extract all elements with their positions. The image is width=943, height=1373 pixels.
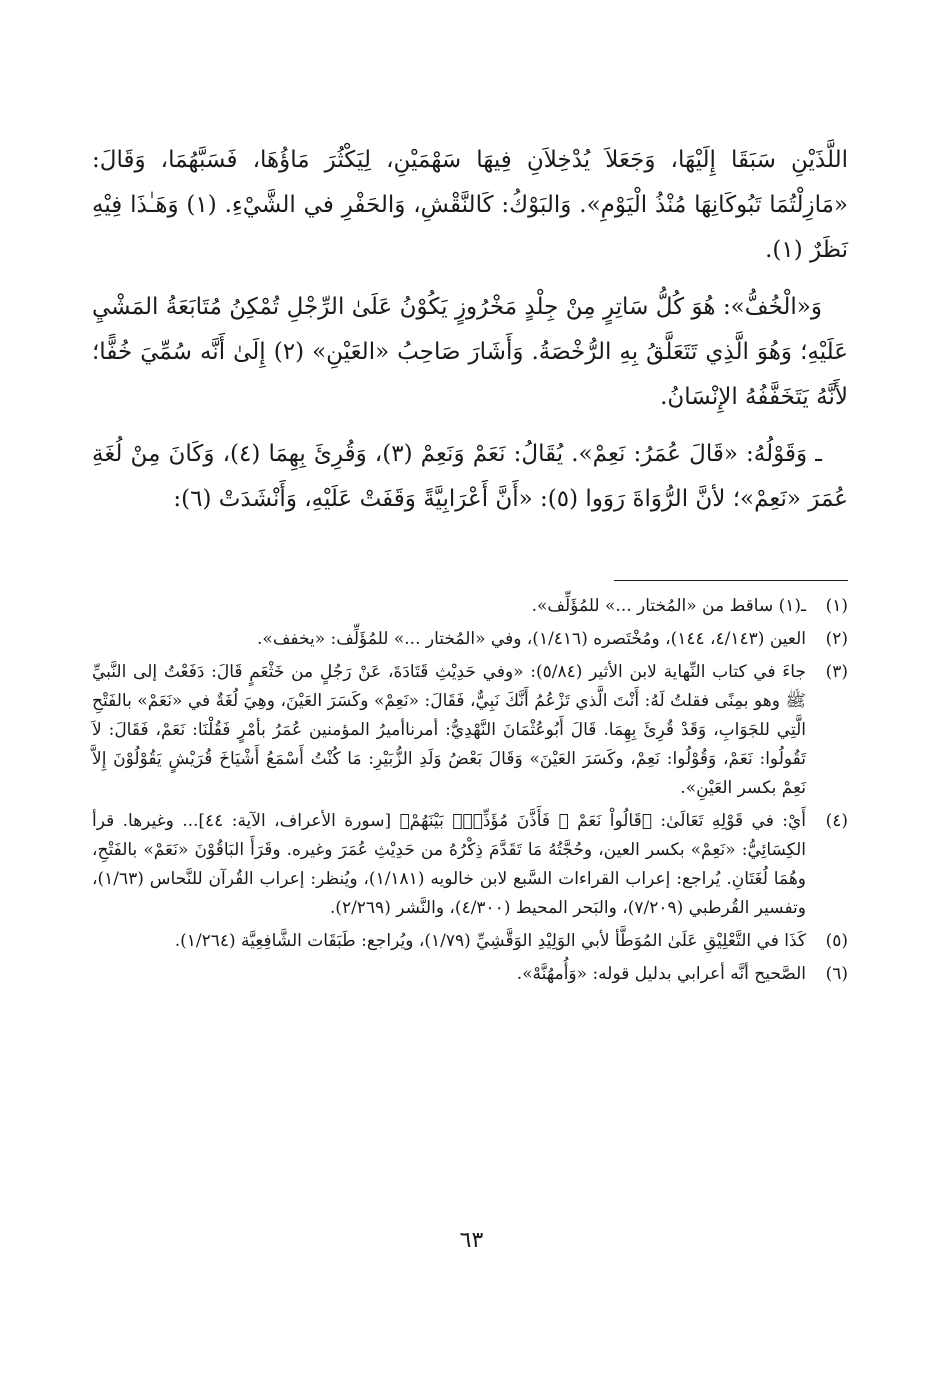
footnote-text: ـ(١) ساقط من «المُختار ...» للمُؤَلِّف».: [531, 596, 806, 616]
footnote: [92, 592, 848, 621]
footnote-separator: [614, 580, 848, 581]
paragraph-2: وَ«الْخُفُّ»: هُوَ كُلُّ سَاتِرٍ مِنْ جِلْدٍ مَخْرُوزٍ يَكُوْنُ عَلَىٰ الرِّجْلِ تُمْكِنُ مُتَابَعَةُ المَشْيِ عَلَيْهِ؛ وَهُوَ الَّذِي تَتَعَلَّقُ بِهِ الرُّخْصَةُ. وَأَشَارَ صَاحِبُ «العَيْنِ» (٢) إِلَىٰ أَنَّه سُمِّيَ خُفًّا؛ لأَنَّهُ يَتَخَفَّفُهُ الإِنْسَانُ.: [92, 294, 848, 410]
footnote: [92, 807, 848, 923]
footnote-number: (٣): [825, 662, 848, 682]
footnote: [92, 960, 848, 989]
main-text: [92, 138, 848, 534]
footnote-text: كَذَا في التَّعْلِيْقِ عَلَىٰ المُوَطَّأ لأبي الوَلِيْدِ الوَقَّشِيِّ (١/٧٩)، ويُراجع: طَبَقَات الشَّافِعِيَّة (١/٢٦٤).: [174, 931, 806, 951]
footnote-number: (٥): [825, 931, 848, 951]
footnote-text: الصَّحيح أنَّه أعرابي بدليل قوله: «وَأُمهُنَّهْ».: [516, 964, 806, 984]
footnotes: [92, 592, 848, 993]
footnote: [92, 625, 848, 654]
footnote-text: العين (٤/١٤٣، ١٤٤)، ومُخْتَصره (١/٤١٦)، وفي «المُختار ...» للمُؤَلِّف: «يخفف».: [257, 629, 806, 649]
footnote-number: (٤): [825, 811, 848, 831]
footnote: [92, 658, 848, 803]
footnote: [92, 927, 848, 956]
paragraph-1: اللَّذَيْنِ سَبَقَا إِلَيْهَا، وَجَعَلاَ يُدْخِلاَنِ فِيهَا سَهْمَيْنِ، لِيَكْثُرَ مَاؤُهَا، فَسَبَّهُمَا، وَقَالَ: «مَازِلْتُمَا تَبُوكَانِهَا مُنْذُ الْيَوْمِ». وَالبَوْكُ: كَالنَّقْشِ، وَالحَفْرِ في الشَّيْءِ. (١) وَهَـٰذَا فِيْهِ نَظَرٌ (١).: [92, 147, 848, 263]
footnote-text: جاءَ في كتاب النِّهاية لابن الأثير (٥/٨٤): «وفي حَدِيْثِ قَتَادَةَ، عَنْ رَجُلٍ من خَثْعَمٍ قَالَ: دَفَعْتُ إلى النَّبيِّ ﷺ وهو بمِنًى فقلتُ لَهُ: أَنْتَ الَّذي تَزْعُمُ أَنَّكَ نَبِيٌّ، فَقَالَ: «نَعِمْ» وكَسَرَ العَيْنَ، وهِيَ لُغَةٌ في «نَعَمْ» بالفَتْحِ الَّتِي للجَوَابِ، وَقَدْ قُرِئَ بِهِمَا. قَالَ أَبُوعُثْمَانَ النَّهْدِيُّ: أمرناأميرُ المؤمنين عُمَرُ بأمْرٍ فَقُلْنَا: نَعَمْ، فَقَالَ: لاَ تَقُولُوا: نَعَمْ، وَقُوْلُوا: نَعِمْ، وكَسَرَ العَيْنَ» وَقَالَ بَعْضُ وَلَدِ الزُّبَيْرِ: مَا كُنْتُ أَسْمَعُ أَشْيَاخَ قُرَيْشٍ يَقُوْلُوْنَ إِلاَّ نَعِمْ بكسر العَيْنِ».: [92, 662, 806, 798]
footnote-number: (١): [825, 596, 848, 616]
footnote-text: أَيْ: في قَوْلِهِ تَعَالَىٰ: ﴿قَالُواْ نَعَمْ ۚ فَأَذَّنَ مُؤَذِّنٌۢ بَيْنَهُمْ﴾ [سورة الأعراف، الآية: ٤٤]... وغيرها. قرأ الكِسَائِيُّ: «نَعِمْ» بكسر العين، وحُجَّتُهُ مَا تَقَدَّمَ ذِكْرُهُ من حَدِيْثِ عُمَرَ وغيره. وقَرَأَ البَاقُوْنَ «نَعَمْ» بالفَتْحِ، وهُمَا لُغَتَانِ. يُراجع: إعراب القراءات السَّبع لابن خالويه (١/١٨١)، ويُنظر: إعراب القُرآن للنَّحاس (١/٦٣)، وتفسير القُرطبي (٧/٢٠٩)، والبَحر المحيط (٤/٣٠٠)، والنَّشر (٢/٢٦٩).: [92, 811, 806, 918]
paragraph-3: ـ وَقَوْلُهُ: «قَالَ عُمَرُ: نَعِمْ». يُقَالُ: نَعَمْ وَنَعِمْ (٣)، وَقُرِئَ بِهِمَا (٤)، وَكَانَ مِنْ لُغَةِ عُمَرَ «نَعِمْ»؛ لأنَّ الرُّوَاةَ رَوَوا (٥): «أَنَّ أَعْرَابِيَّةً وَقَفَتْ عَلَيْهِ، وَأَنْشَدَتْ (٦):: [92, 441, 848, 512]
footnote-number: (٦): [825, 964, 848, 984]
footnote-number: (٢): [825, 629, 848, 649]
page-number: ٦٣: [459, 1228, 484, 1253]
